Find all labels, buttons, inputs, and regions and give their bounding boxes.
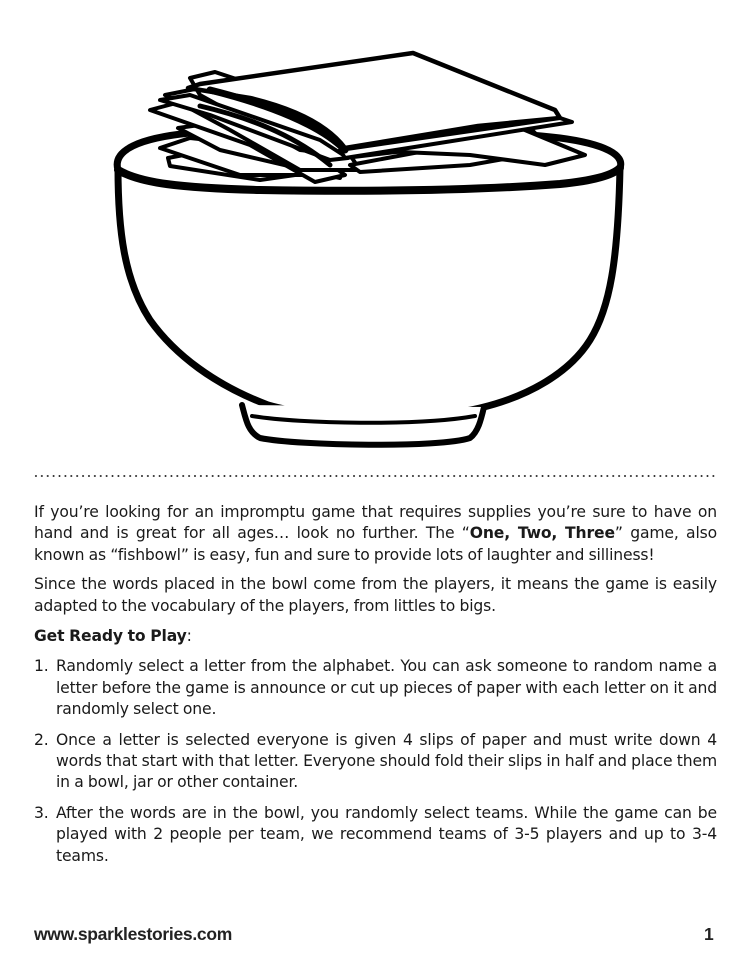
step-item bbox=[34, 656, 717, 720]
game-name: One, Two, Three bbox=[469, 524, 615, 543]
vocabulary-paragraph: Since the words placed in the bowl come from the players, it means the game is easily adapted to the vocabulary of the players, from littles to bigs. bbox=[34, 575, 717, 615]
section-heading-colon: : bbox=[186, 627, 192, 646]
step-text: Once a letter is selected everyone is given 4 slips of paper and must write down 4 words that start with that letter. Everyone should fold their slips in half and place them in a bowl, jar or other container. bbox=[56, 730, 717, 792]
step-number: 1. bbox=[34, 657, 49, 676]
bowl-foot bbox=[242, 405, 484, 445]
website-link[interactable]: www.sparklestories.com bbox=[34, 924, 232, 944]
step-number: 3. bbox=[34, 803, 49, 822]
intro-paragraph bbox=[34, 502, 717, 566]
section-heading-text: Get Ready to Play bbox=[34, 627, 187, 646]
intro-text-cont: ” game, also known as “fishbowl” is easy, fun and sure to provide lots of laughter and silliness! bbox=[34, 524, 717, 564]
step-number: 2. bbox=[34, 730, 49, 749]
intro-text: If you’re looking for an impromptu game that requires supplies you’re sure to have on hand and is great for all ages… look no further. The “ bbox=[34, 503, 717, 543]
page-number: 1 bbox=[704, 924, 714, 944]
step-item bbox=[34, 803, 717, 867]
bowl-body bbox=[118, 168, 620, 417]
dotted-divider bbox=[33, 474, 717, 478]
step-text: Randomly select a letter from the alphabet. You can ask someone to random name a letter before the game is announce or cut up pieces of paper with each letter on it and randomly select one. bbox=[56, 657, 717, 719]
step-text: After the words are in the bowl, you randomly select teams. While the game can be played with 2 people per team, we recommend teams of 3-5 players and up to 3-4 teams. bbox=[56, 803, 717, 865]
section-heading bbox=[34, 626, 717, 647]
step-item bbox=[34, 730, 717, 794]
bowl-illustration bbox=[0, 0, 750, 460]
steps-list bbox=[34, 656, 717, 867]
article-body bbox=[34, 502, 717, 876]
